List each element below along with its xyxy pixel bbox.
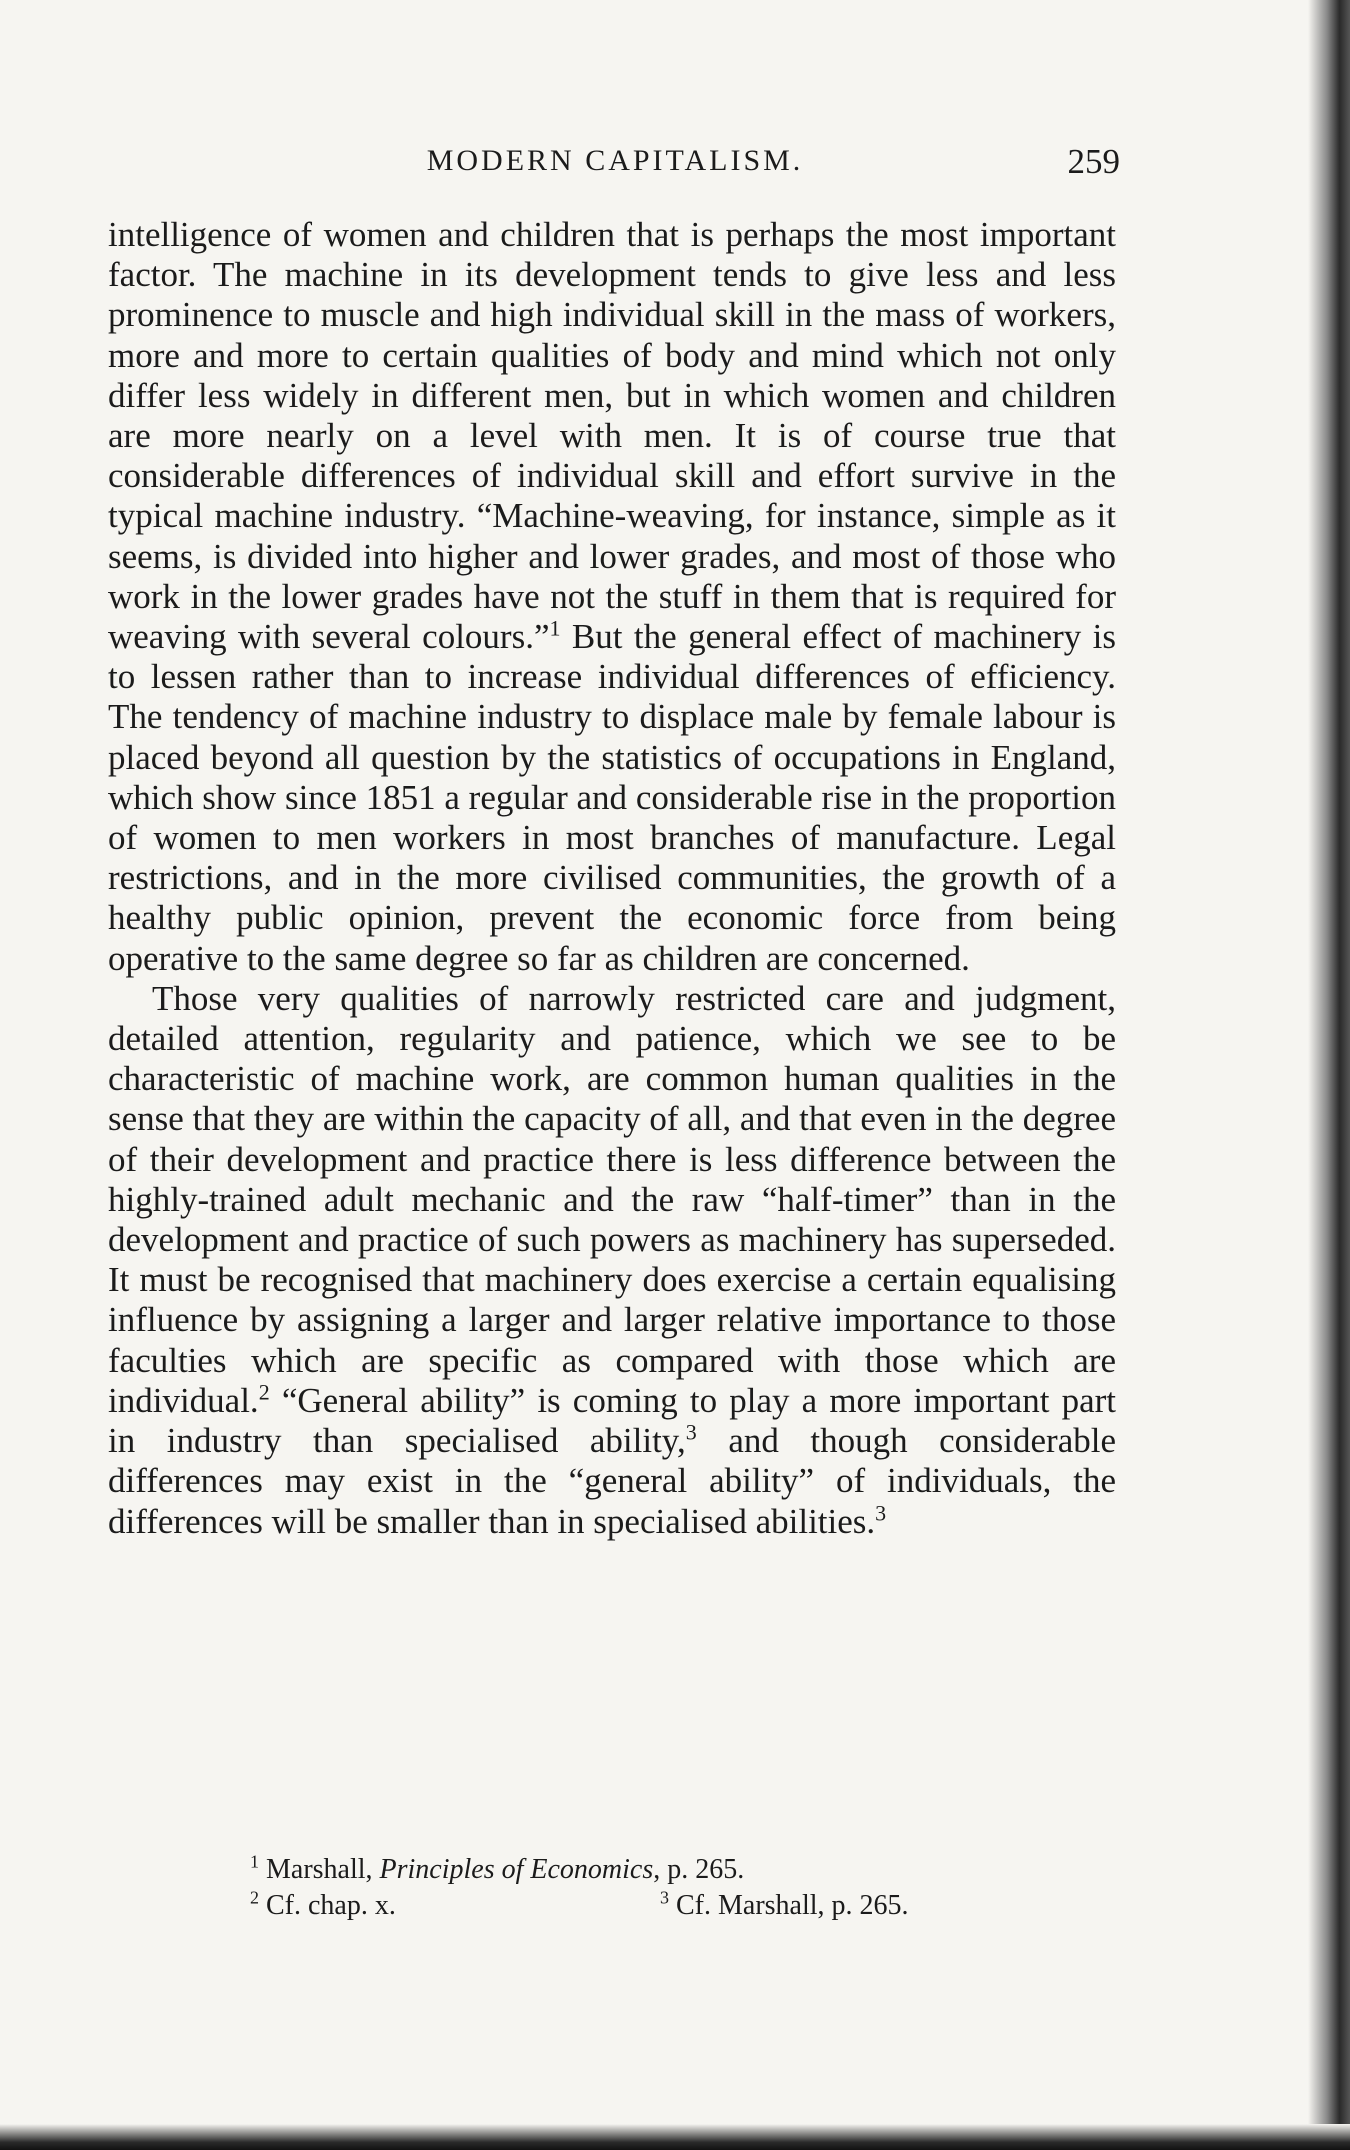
footnote-3-text: Cf. Marshall, p. 265. (676, 1890, 909, 1921)
footnote-ref-1: 1 (549, 615, 561, 641)
running-title: MODERN CAPITALISM. (426, 144, 804, 177)
footnote-row-2 (250, 1888, 1030, 1924)
footnote-1 (250, 1852, 1030, 1888)
footnote-1-post: , p. 265. (653, 1854, 745, 1885)
paragraph-2 (108, 979, 1116, 1542)
footnote-1-pre: Marshall, (266, 1854, 380, 1885)
footnotes (250, 1852, 1030, 1924)
body-text (108, 215, 1116, 1542)
footnote-1-mark: 1 (250, 1851, 259, 1872)
page-edge-right (1308, 0, 1350, 2150)
footnote-2-text: Cf. chap. x. (266, 1890, 396, 1921)
paragraph-2-text-b: “General ability” is coming to play a more important part in industry than specialised ability, (108, 1380, 1116, 1461)
page-edge-bottom (0, 2124, 1350, 2150)
footnote-3-mark: 3 (660, 1887, 669, 1908)
footnote-1-title: Principles of Economics (379, 1854, 654, 1885)
footnote-ref-3a: 3 (685, 1419, 697, 1445)
page-number: 259 (1067, 142, 1120, 181)
footnote-ref-2: 2 (258, 1379, 270, 1405)
paragraph-1 (108, 215, 1116, 979)
paragraph-1-text-b: But the general effect of machinery is to lessen rather than to increase individual differences of efficiency. The tendency of machine industry to displace male by female labour is placed beyond all question by the statistics of occupations in England, which show since 1851 a regular and considerable rise in the proportion of women to men workers in most branches of manufacture. Legal restrictions, and in the more civilised communities, the growth of a healthy public opinion, prevent the economic force from being operative to the same degree so far as children are concerned. (108, 617, 1116, 978)
paragraph-2-text-a: Those very qualities of narrowly restricted care and judgment, detailed attention, regularity and patience, which we see to be characteristic of machine work, are common human qualities in the sense that they are within the capacity of all, and that even in the degree of their development and practice there is less difference between the highly-trained adult mechanic and the raw “half-timer” than in the development and practice of such powers as machinery has superseded. It must be recognised that machinery does exercise a certain equalising influence by assigning a larger and larger relative importance to those faculties which are specific as compared with those which are individual. (108, 978, 1116, 1420)
paragraph-1-text-a: intelligence of women and children that is perhaps the most important factor. The machine in its development tends to give less and less prominence to muscle and high individual skill in the mass of workers, more and more to certain qualities of body and mind which not only differ less widely in different men, but in which women and children are more nearly on a level with men. It is of course true that considerable differences of individual skill and effort survive in the typical machine industry. “Machine-weaving, for instance, simple as it seems, is divided into higher and lower grades, and most of those who work in the lower grades have not the stuff in them that is required for weaving with several colours.” (108, 215, 1116, 657)
page-header (110, 140, 1120, 190)
footnote-ref-3b: 3 (875, 1499, 887, 1525)
footnote-3 (660, 1888, 909, 1924)
footnote-2-mark: 2 (250, 1887, 259, 1908)
footnote-2 (250, 1887, 396, 1921)
paragraph-2-text-c: and though considerable differences may exist in the “general ability” of individuals, the differences will be smaller than in specialised abilities. (108, 1421, 1117, 1541)
